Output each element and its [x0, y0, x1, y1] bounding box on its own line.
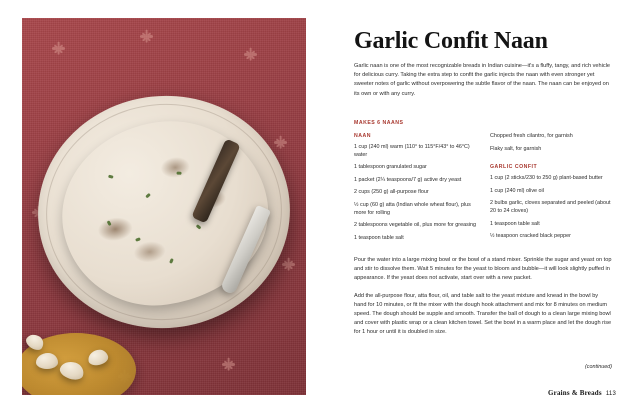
- cloth-motif-icon: [52, 42, 65, 55]
- garlic-clove: [36, 353, 58, 369]
- ingredient-item: 1 packet (2¼ teaspoons/7 g) active dry yeast: [354, 176, 462, 183]
- method-step: Pour the water into a large mixing bowl or the bowl of a stand mixer. Sprinkle the sugar and yeast on top and stir to dissolve them. Wait 5 minutes for the yeast to bloom and bubble—it will look slightly puffed in appearance. If the yeast does not activate, start over with a new packet.: [354, 257, 612, 282]
- ingredient-item: 2 bulbs garlic, cloves separated and peeled (about 20 to 24 cloves): [490, 200, 611, 214]
- garnish-item: Flaky salt, for garnish: [490, 145, 542, 152]
- ingredient-item: 1 cup (240 ml) olive oil: [490, 187, 544, 194]
- ingredient-item: ½ cup (60 g) atta (Indian whole wheat flour), plus more for rolling: [354, 201, 471, 216]
- cloth-motif-icon: [140, 30, 153, 43]
- method-step: Add the all-purpose flour, atta flour, oil, and table salt to the yeast mixture and knead in the bowl by hand for 10 minutes, or fit the mixer with the dough hook attachment and mix for 8 minutes on medium speed. The dough should be supple and smooth. Transfer the ball of dough to a clean large mixing bowl and cover with plastic wrap or a clean kitchen towel. Set the bowl in a warm place and let the dough rise for 1 hour or until it is doubled in size.: [354, 292, 612, 336]
- recipe-photo: [22, 18, 306, 395]
- ingredient-section-heading: GARLIC CONFIT: [490, 164, 538, 171]
- garnish-item: Chopped fresh cilantro, for garnish: [490, 133, 573, 139]
- ingredient-item: 1 cup (240 ml) warm (110° to 115°F/43° to 46°C) water: [354, 144, 470, 158]
- ingredient-section-heading: NAAN: [354, 133, 371, 139]
- continued-note: (continued): [585, 364, 612, 370]
- page-title: Garlic Confit Naan: [354, 28, 548, 54]
- cloth-motif-icon: [244, 48, 257, 61]
- ingredient-item: 1 tablespoon granulated sugar: [354, 164, 427, 171]
- ingredients-column-left: [354, 133, 476, 247]
- method-block: [354, 256, 612, 346]
- ingredient-item: 2 cups (250 g) all-purpose flour: [354, 189, 429, 196]
- ingredient-item: 2 tablespoons vegetable oil, plus more for greasing: [354, 222, 476, 229]
- ingredient-item: ½ teaspoon cracked black pepper: [490, 233, 571, 240]
- recipe-intro: Garlic naan is one of the most recognizable breads in Indian cuisine—it's a fluffy, tangy, and rich vehicle for delicious curry. Taking the extra step to confit the garlic injects the naan with even stronger yet sweeter notes of garlic without overpowering the subtle flavor of the naan. The naan can be enjoyed on its own or with any curry.: [354, 63, 611, 97]
- ingredient-item: 1 cup (2 sticks/230 to 250 g) plant-based butter: [490, 175, 603, 182]
- ingredient-item: 1 teaspoon table salt: [490, 220, 540, 227]
- cilantro-garnish: [177, 172, 182, 175]
- ingredients-block: [354, 133, 612, 247]
- page-number: 113: [605, 391, 616, 397]
- ingredients-column-right: [490, 133, 612, 247]
- cloth-motif-icon: [274, 136, 287, 149]
- page-footer: [548, 389, 616, 397]
- recipe-text-page: [330, 0, 640, 411]
- cloth-motif-icon: [282, 258, 295, 271]
- cloth-motif-icon: [222, 358, 235, 371]
- recipe-yield: MAKES 6 NAANS: [354, 120, 404, 126]
- ingredient-item: 1 teaspoon table salt: [354, 234, 404, 241]
- chapter-label: Grains & Breads: [548, 389, 602, 397]
